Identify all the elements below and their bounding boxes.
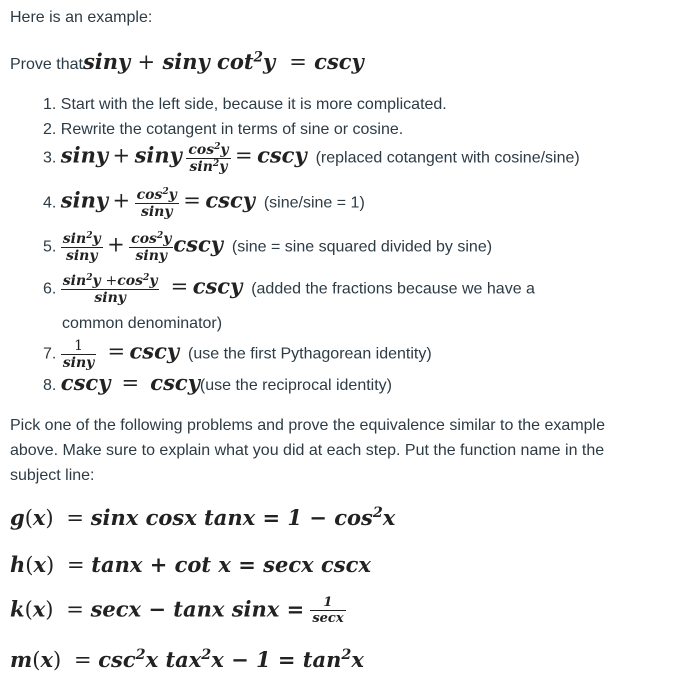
step-6: 6. $\frac{\sin^2y +\cos^2y}{\sin y}$ = cscy (added the fractions because we have a: [43, 272, 535, 306]
problem-m: $m(x) = \csc^2x$ $tax^2x - 1 = \tan^2x$: [10, 647, 364, 672]
prove-label: Prove that: [10, 56, 83, 73]
sin-squared-fraction: $\frac{\sin^2y}{\sin y}$: [62, 230, 101, 264]
prove-expression: siny + siny $\cot^2y = \csc y$: [82, 49, 364, 74]
step-4: 4. siny + $\frac{\cos^2y}{\sin y}$ = cscy (sine/sine = 1): [43, 186, 365, 220]
step-3: 3. siny + siny $\frac{\cos^2y}{\sin^2y}$ = cscy (replaced cotangent with cosine/sine): [43, 141, 580, 175]
one-over-sec-fraction: $\frac{1}{\sec x}$: [312, 595, 344, 626]
problem-g: g(x) = sinx cosx $\tan x = 1 - \cos^2x$: [10, 505, 396, 530]
step-5: 5. $\frac{\sin^2y}{\sin y}$ + $\frac{\cos^2y}{\sin y}$ cscy (sine = sine squared divided by sine): [43, 230, 493, 264]
cos-over-sin-fraction: $\frac{\cos^2y}{\sin y}$: [136, 186, 177, 220]
prove-line: [10, 49, 364, 75]
one-over-sin-fraction: $\frac{1}{\sin y}$: [62, 338, 95, 371]
sum-fraction: $\frac{\sin^2y +\cos^2y}{\sin y}$: [62, 272, 158, 306]
instructions-paragraph: Pick one of the following problems and prove the equivalence similar to the example above. Make sure to explain what you did at each step. Put the function name in the subject line:: [10, 417, 605, 484]
step-7: 7. $\frac{1}{\sin y}$ = cscy (use the first Pythagorean identity): [43, 338, 432, 371]
cos-over-sin-fraction: $\frac{\cos^2y}{\sin^2y}$: [188, 141, 229, 175]
step-6-continuation: common denominator): [62, 315, 223, 332]
intro-text: Here is an example:: [10, 9, 153, 26]
step-2: 2. Rewrite the cotangent in terms of sine or cosine.: [43, 121, 404, 138]
step-8: 8. cscy = cscy(use the reciprocal identity): [43, 370, 392, 395]
cos-squared-fraction: $\frac{\cos^2y}{\sin y}$: [131, 230, 172, 264]
step-1: 1. Start with the left side, because it is more complicated.: [43, 96, 447, 113]
problem-h: h(x) = tanx + cot x = secx cscx: [10, 552, 371, 577]
problem-k: k(x) = secx − tanx sinx = $\frac{1}{\sec x}$: [10, 595, 344, 626]
